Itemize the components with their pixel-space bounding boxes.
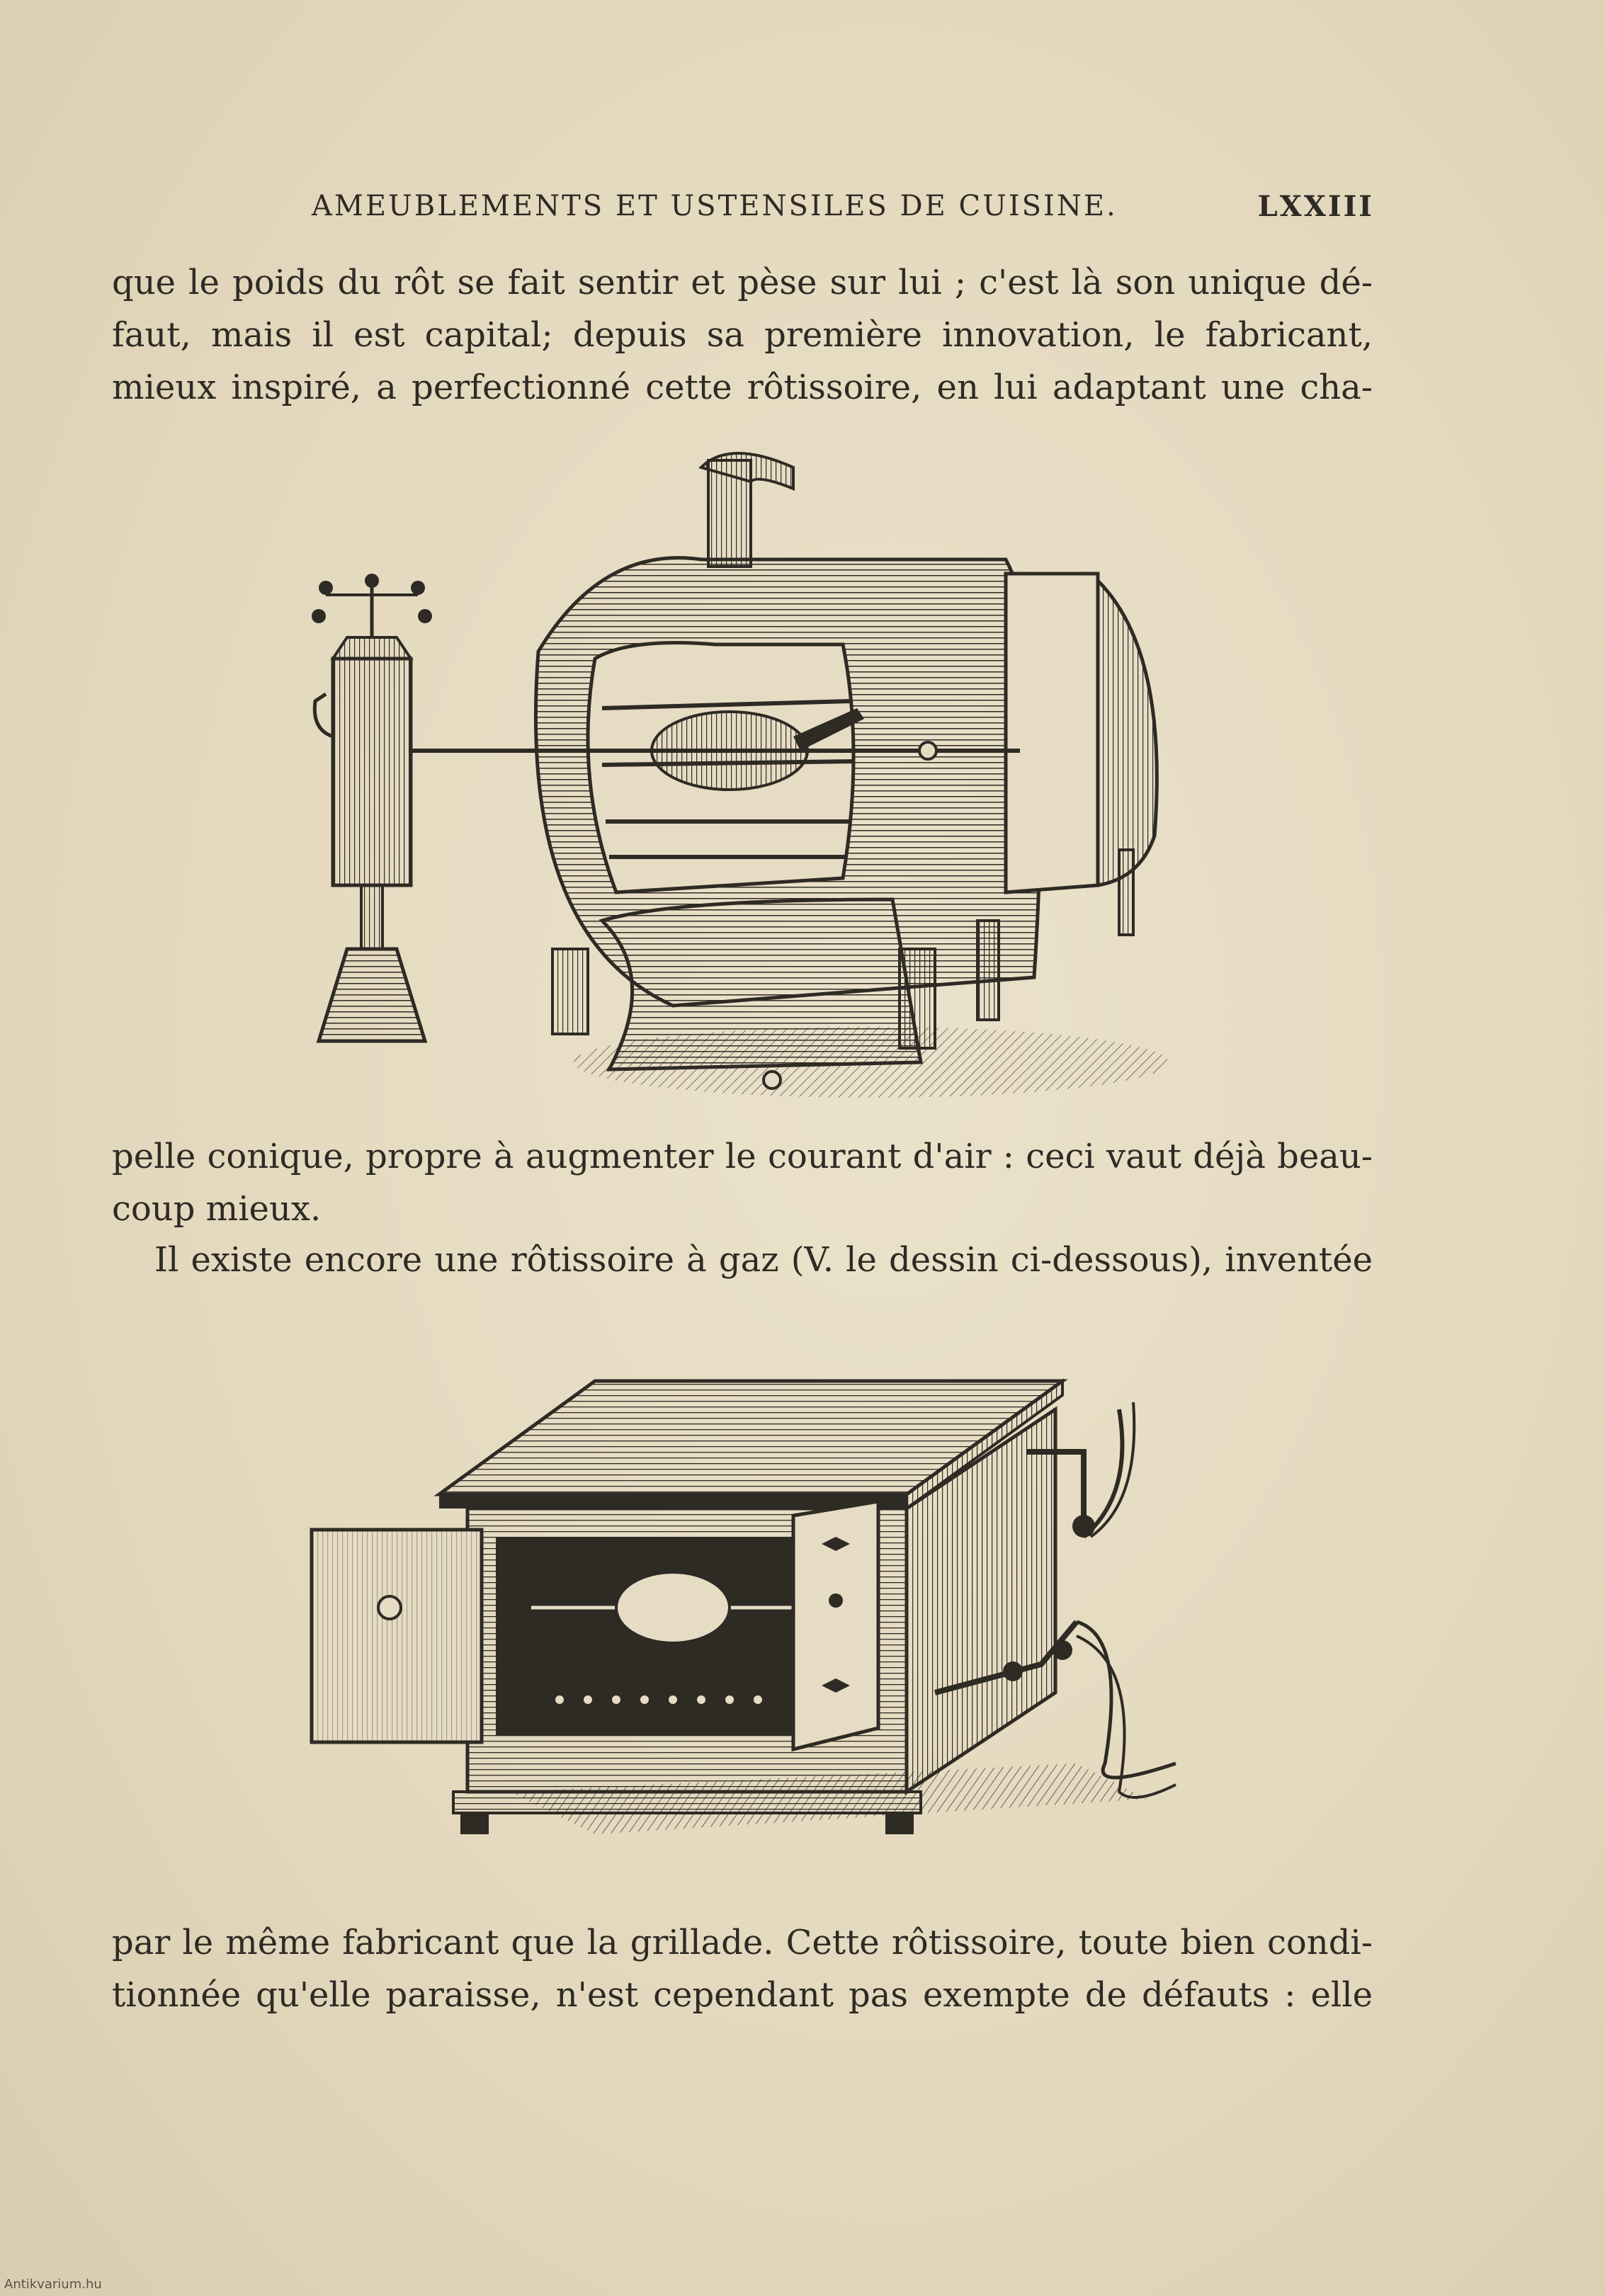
running-head-title: AMEUBLEMENTS ET USTENSILES DE CUISINE. [312, 190, 1118, 222]
text-line: pelle conique, propre à augmenter le courant d'air : ceci vaut déjà beau- [112, 1137, 1373, 1176]
text-line: par le même fabricant que la grillade. Cette rôtissoire, toute bien condi- [112, 1923, 1373, 1962]
text-line: que le poids du rôt se fait sentir et pèse sur lui ; c'est là son unique dé- [112, 263, 1373, 302]
paragraph-1 [112, 256, 1373, 414]
text-line: tionnée qu'elle paraisse, n'est cependant pas exempte de défauts : elle [112, 1975, 1373, 2015]
text-line: mieux inspiré, a perfectionné cette rôtissoire, en lui adaptant une cha- [112, 368, 1373, 407]
paragraph-3 [112, 1234, 1373, 1286]
page-number: LXXIII [1257, 190, 1374, 223]
watermark: Antikvarium.hu [4, 2277, 102, 2292]
roaster-illustration [305, 439, 1183, 1119]
text-line: coup mieux. [112, 1189, 322, 1229]
text-line: faut, mais il est capital; depuis sa première innovation, le fabricant, [112, 315, 1373, 355]
gas-roaster-illustration [297, 1367, 1183, 1848]
paragraph-2 [112, 1130, 1373, 1235]
paragraph-4 [112, 1916, 1373, 2021]
text-line: Il existe encore une rôtissoire à gaz (V. le dessin ci-dessous), inventée [154, 1240, 1373, 1280]
